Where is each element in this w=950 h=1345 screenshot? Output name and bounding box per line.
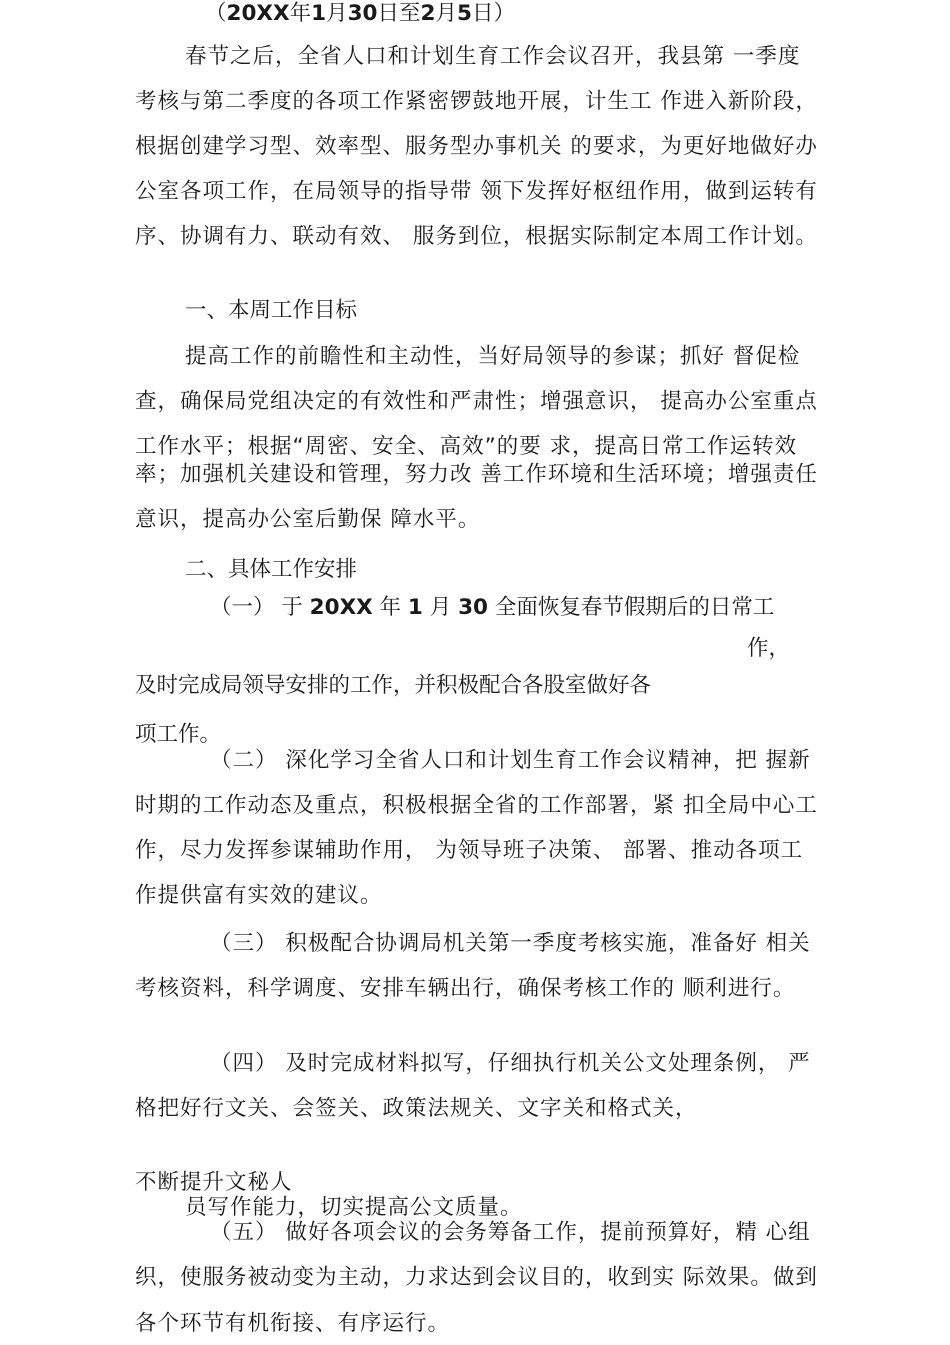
intro-line: 根据创建学习型、效率型、服务型办事机关 的要求，为更好地做好办 [135, 134, 818, 159]
date-range-heading: （20XX年1月30日至2月5日） [205, 1, 515, 26]
item-5-line: 各个环节有机衔接、有序运行。 [135, 1311, 451, 1336]
section1-line: 率；加强机关建设和管理，努力改 善工作环境和生活环境；增强责任 [135, 462, 818, 487]
section1-line: 提高工作的前瞻性和主动性，当好局领导的参谋；抓好 督促检 [185, 344, 801, 369]
intro-line: 序、协调有力、联动有效、 服务到位，根据实际制定本周工作计划。 [135, 224, 818, 249]
item-1-line: （一） 于 20XX 年 1 月 30 全面恢复春节假期后的日常工 [210, 595, 775, 620]
item-2-line: 时期的工作动态及重点，积极根据全省的工作部署，紧 扣全局中心工 [135, 793, 818, 818]
item-5-line: （五） 做好各项会议的会务筹备工作，提前预算好，精 心组 [210, 1220, 811, 1245]
item-4-line: 不断提升文秘人 [135, 1170, 293, 1195]
section1-line: 查，确保局党组决定的有效性和严肃性；增强意识， 提高办公室重点 [135, 389, 818, 414]
item-1-continuation: 作， [747, 636, 791, 661]
item-5-line: 织，使服务被动变为主动，力求达到会议目的，收到实 际效果。做到 [135, 1265, 818, 1290]
intro-line: 春节之后，全省人口和计划生育工作会议召开，我县第 一季度 [185, 44, 801, 69]
item-3-line: 考核资料，科学调度、安排车辆出行，确保考核工作的 顺利进行。 [135, 976, 796, 1001]
section1-line: 意识，提高办公室后勤保 障水平。 [135, 507, 481, 532]
item-4-line: 员写作能力，切实提高公文质量。 [185, 1195, 523, 1220]
item-2-line: 作提供富有实效的建议。 [135, 883, 383, 908]
intro-line: 公室各项工作，在局领导的指导带 领下发挥好枢纽作用，做到运转有 [135, 179, 818, 204]
section1-line: 工作水平；根据“周密、安全、高效”的要 求，提高日常工作运转效 [135, 434, 798, 459]
section-title: 二、具体工作安排 [185, 557, 358, 582]
section-title: 一、本周工作目标 [185, 298, 358, 323]
item-3-line: （三） 积极配合协调局机关第一季度考核实施，准备好 相关 [210, 931, 811, 956]
item-2-line: （二） 深化学习全省人口和计划生育工作会议精神，把 握新 [210, 748, 811, 773]
item-1-continuation: 项工作。 [135, 722, 222, 747]
item-1-continuation: 及时完成局领导安排的工作，并积极配合各股室做好各 [135, 673, 652, 698]
item-2-line: 作，尽力发挥参谋辅助作用， 为领导班子决策、 部署、推动各项工 [135, 838, 804, 863]
item-4-line: （四） 及时完成材料拟写，仔细执行机关公文处理条例， 严 [210, 1051, 811, 1076]
item-4-line: 格把好行文关、会签关、政策法规关、文字关和格式关， [135, 1096, 698, 1121]
intro-line: 考核与第二季度的各项工作紧密锣鼓地开展，计生工 作进入新阶段， [135, 89, 818, 114]
